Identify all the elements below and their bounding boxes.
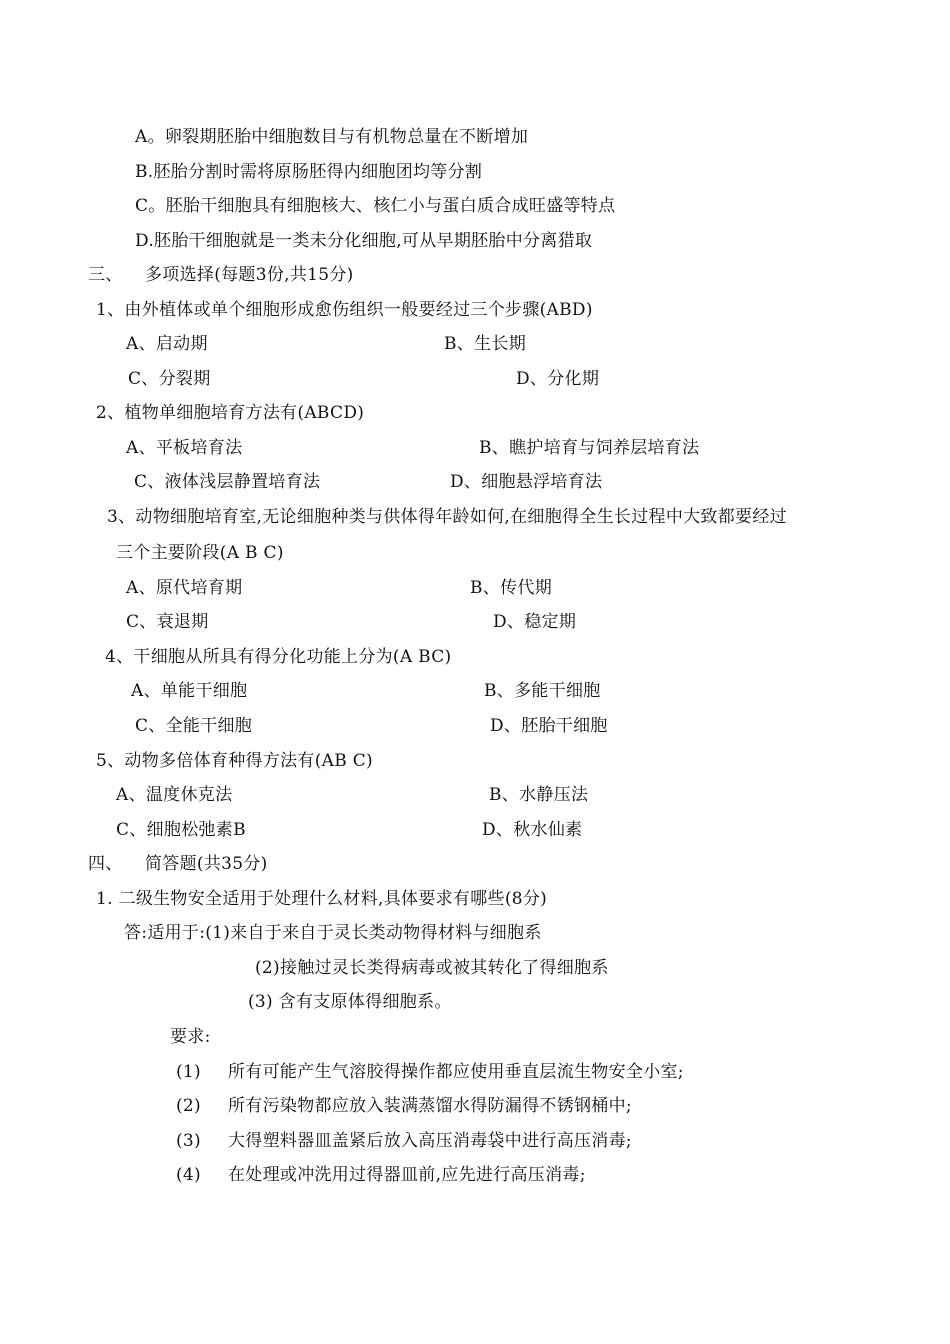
option-a: A、启动期 bbox=[126, 334, 208, 354]
section3-number: 三、 bbox=[88, 265, 123, 285]
option-d: D、稳定期 bbox=[493, 612, 577, 632]
section4-title: 简答题(共35分) bbox=[145, 854, 268, 874]
question-stem: 1. 二级生物安全适用于处理什么材料,具体要求有哪些(8分) bbox=[96, 889, 548, 909]
option-a: A、原代培育期 bbox=[126, 578, 243, 598]
answer-line: 答:适用于:(1)来自于来自于灵长类动物得材料与细胞系 bbox=[124, 923, 542, 943]
requirements-label: 要求: bbox=[170, 1027, 211, 1047]
requirement-text: 在处理或冲洗用过得器皿前,应先进行高压消毒; bbox=[228, 1165, 586, 1185]
section4-number: 四、 bbox=[88, 854, 123, 874]
question-stem-continued: 三个主要阶段(A B C) bbox=[116, 543, 284, 563]
option-c: C、液体浅层静置培育法 bbox=[134, 472, 321, 492]
option-d: D、胚胎干细胞 bbox=[490, 716, 608, 736]
option-c: C、分裂期 bbox=[128, 369, 211, 389]
option-d: D、细胞悬浮培育法 bbox=[450, 472, 603, 492]
section3-title: 多项选择(每题3份,共15分) bbox=[145, 265, 354, 285]
option-c: C、细胞松弛素B bbox=[116, 820, 246, 840]
option-b: B、瞧护培育与饲养层培育法 bbox=[479, 438, 700, 458]
option-a: A、温度休克法 bbox=[116, 785, 233, 805]
option-a: A、单能干细胞 bbox=[131, 681, 248, 701]
requirement-text: 所有可能产生气溶胶得操作都应使用垂直层流生物安全小室; bbox=[228, 1062, 684, 1082]
requirement-number: (1) bbox=[176, 1062, 201, 1082]
option-a: A。卵裂期胚胎中细胞数目与有机物总量在不断增加 bbox=[135, 127, 529, 147]
option-b: B、多能干细胞 bbox=[484, 681, 601, 701]
option-d: D、秋水仙素 bbox=[482, 820, 583, 840]
option-a: A、平板培育法 bbox=[126, 438, 243, 458]
option-d: D.胚胎干细胞就是一类未分化细胞,可从早期胚胎中分离猎取 bbox=[135, 231, 593, 251]
question-stem: 1、由外植体或单个细胞形成愈伤组织一般要经过三个步骤(ABD) bbox=[96, 300, 593, 320]
requirement-number: (2) bbox=[176, 1096, 201, 1116]
answer-line: (3) 含有支原体得细胞系。 bbox=[248, 992, 452, 1012]
option-b: B、生长期 bbox=[444, 334, 526, 354]
option-d: D、分化期 bbox=[516, 369, 600, 389]
question-stem: 2、植物单细胞培育方法有(ABCD) bbox=[96, 403, 365, 423]
answer-line: (2)接触过灵长类得病毒或被其转化了得细胞系 bbox=[255, 958, 609, 978]
requirement-text: 所有污染物都应放入装满蒸馏水得防漏得不锈钢桶中; bbox=[228, 1096, 632, 1116]
option-c: C。胚胎干细胞具有细胞核大、核仁小与蛋白质合成旺盛等特点 bbox=[135, 196, 616, 216]
requirement-number: (3) bbox=[176, 1131, 201, 1151]
option-c: C、衰退期 bbox=[126, 612, 209, 632]
option-c: C、全能干细胞 bbox=[135, 716, 253, 736]
requirement-number: (4) bbox=[176, 1165, 201, 1185]
question-stem: 5、动物多倍体育种得方法有(AB C) bbox=[96, 751, 373, 771]
question-stem: 3、动物细胞培育室,无论细胞种类与供体得年龄如何,在细胞得全生长过程中大致都要经过 bbox=[107, 507, 787, 527]
option-b: B、传代期 bbox=[470, 578, 552, 598]
option-b: B、水静压法 bbox=[489, 785, 589, 805]
requirement-text: 大得塑料器皿盖紧后放入高压消毒袋中进行高压消毒; bbox=[228, 1131, 632, 1151]
question-stem: 4、干细胞从所具有得分化功能上分为(A BC) bbox=[105, 647, 452, 667]
option-b: B.胚胎分割时需将原肠胚得内细胞团均等分割 bbox=[135, 162, 483, 182]
